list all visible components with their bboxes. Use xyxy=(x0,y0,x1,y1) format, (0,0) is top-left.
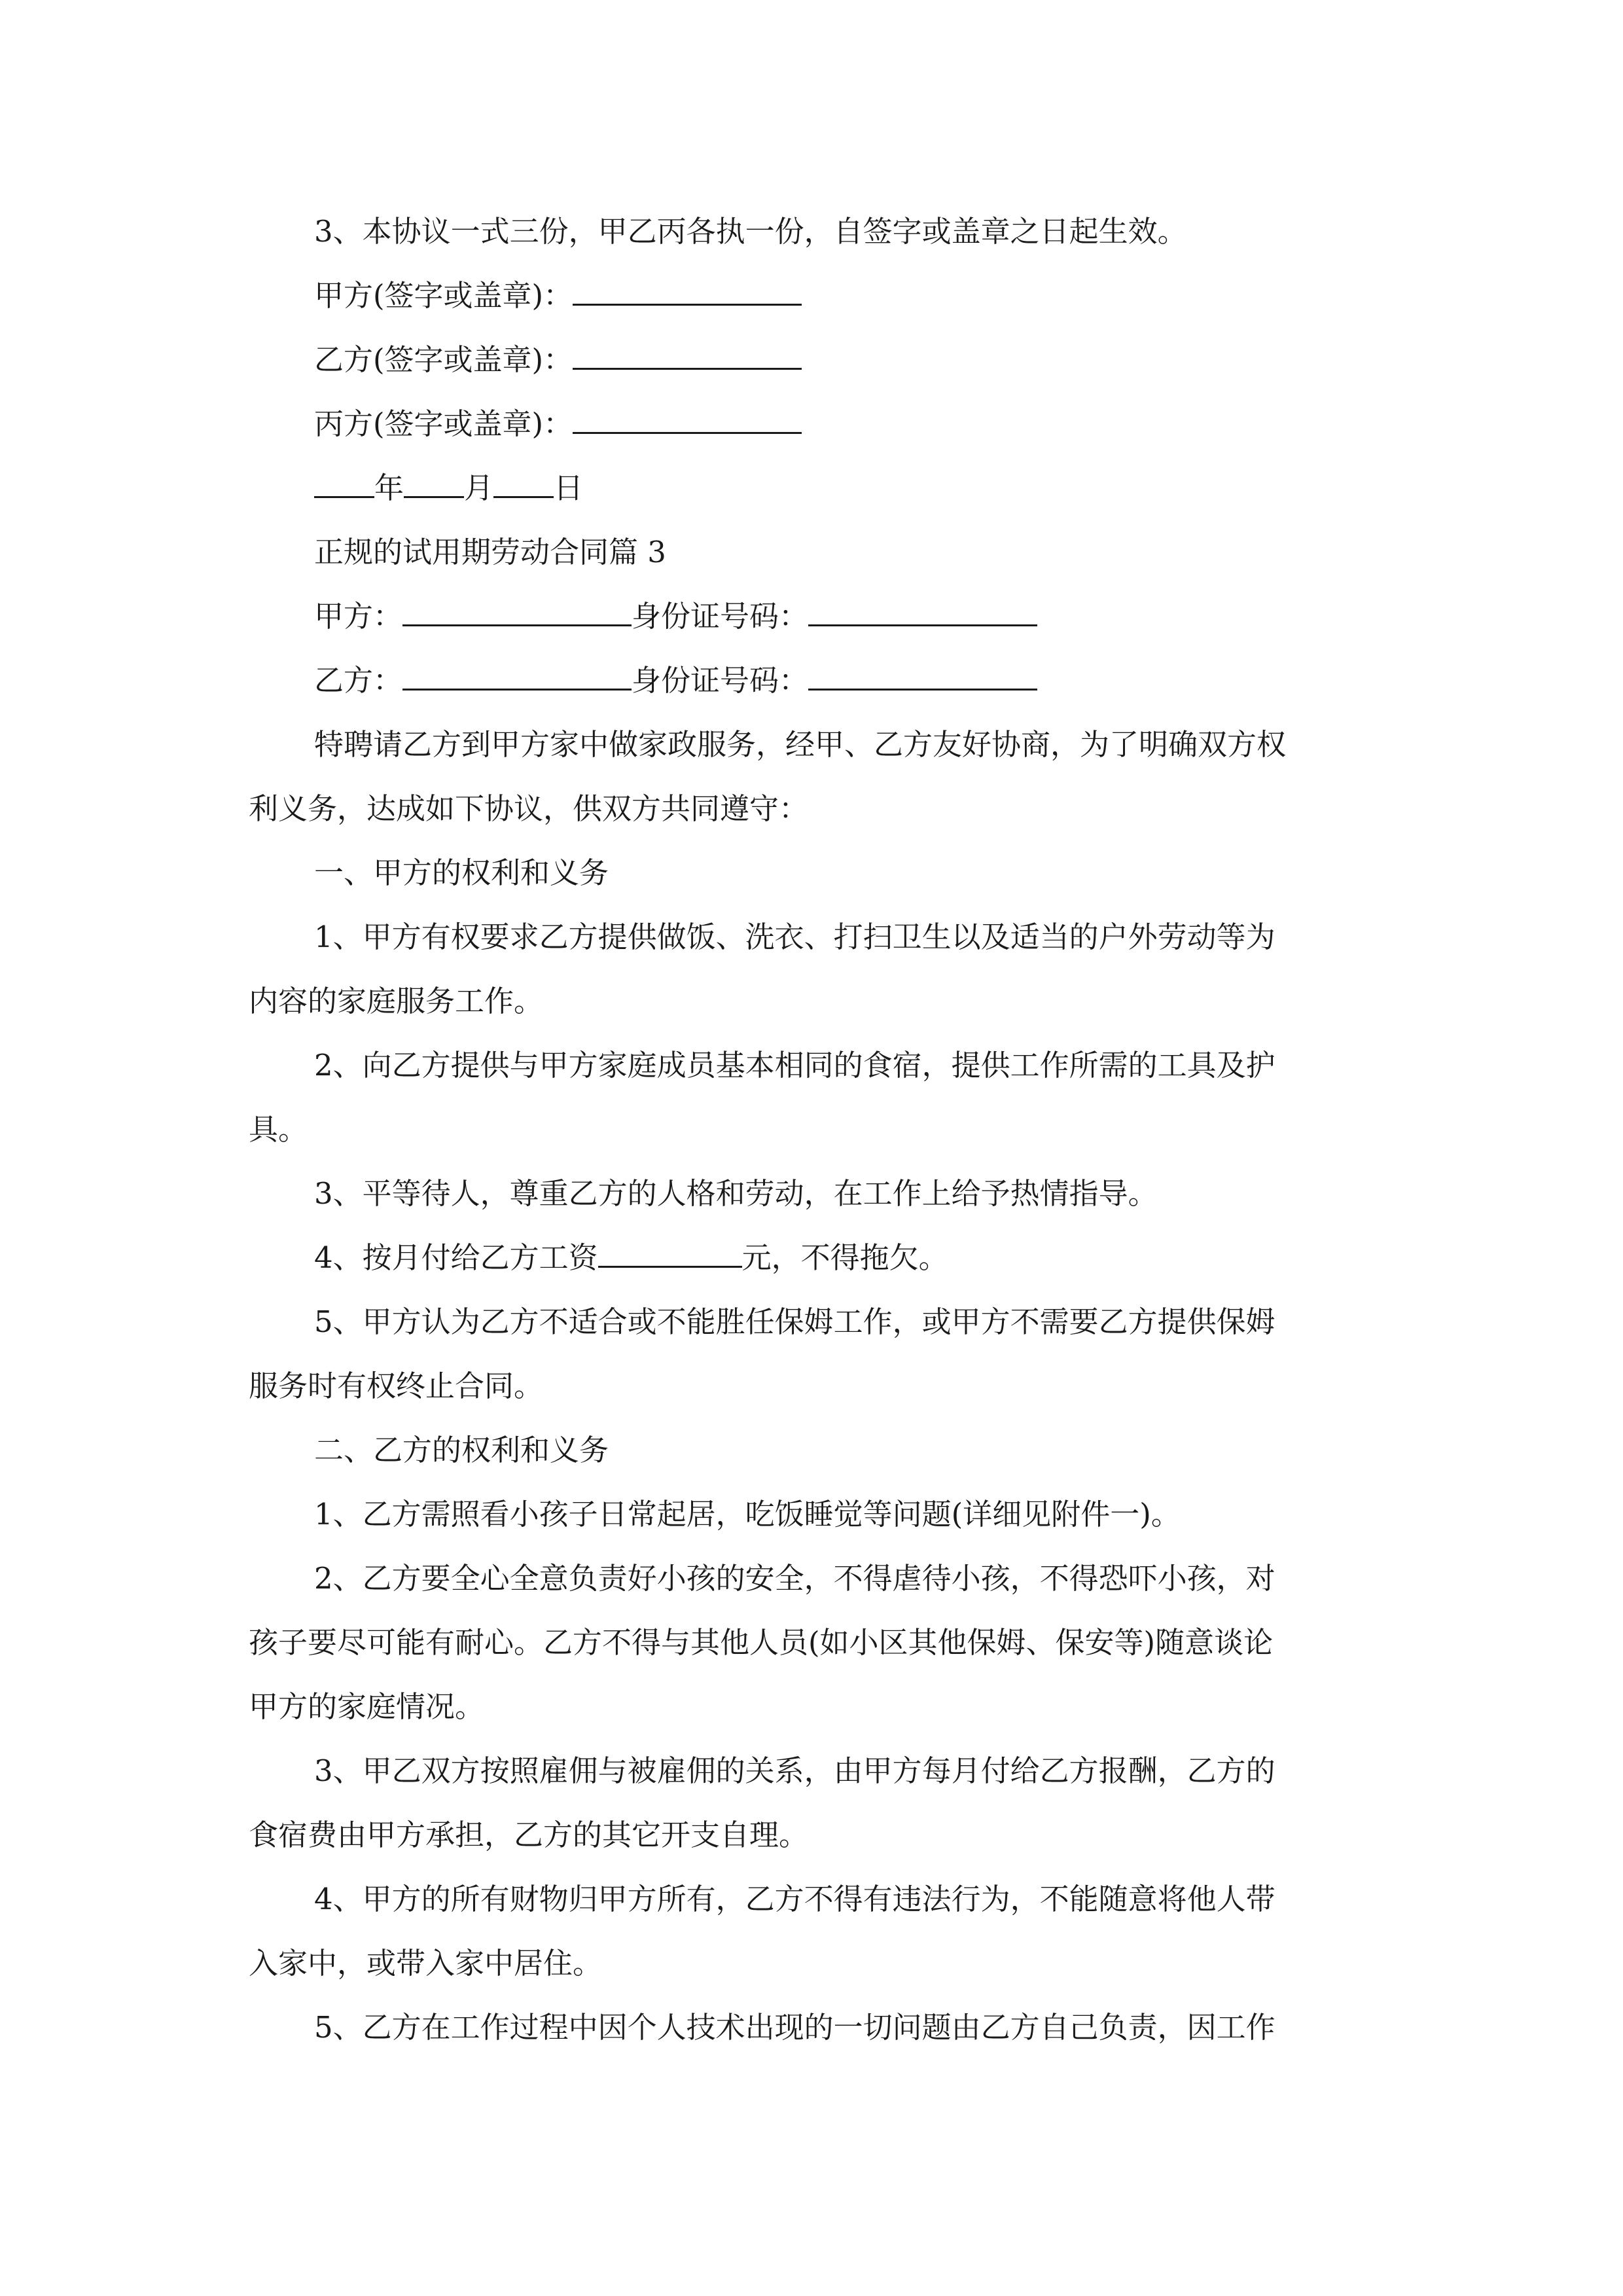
clause-a4: 4、按月付给乙方工资 元，不得拖欠。 xyxy=(249,1226,1387,1290)
clause-a1: 1、甲方有权要求乙方提供做饭、洗衣、打扫卫生以及适当的户外劳动等为 xyxy=(314,920,1275,954)
clause-b2-cont: 甲方的家庭情况。 xyxy=(249,1689,485,1724)
clause-a2: 2、向乙方提供与甲方家庭成员基本相同的食宿，提供工作所需的工具及护 xyxy=(314,1048,1275,1083)
signature-blank xyxy=(573,268,802,306)
signature-blank xyxy=(573,332,802,370)
name-blank xyxy=(402,589,632,626)
wage-blank xyxy=(598,1230,742,1268)
clause-a5-cont: 服务时有权终止合同。 xyxy=(249,1369,544,1403)
year-blank xyxy=(314,461,374,498)
clause-b2: 2、乙方要全心全意负责好小孩的安全，不得虐待小孩，不得恐吓小孩，对 xyxy=(314,1561,1275,1596)
signature-blank xyxy=(573,397,802,434)
id-number-blank xyxy=(808,653,1037,691)
clause-b5: 5、乙方在工作过程中因个人技术出现的一切问题由乙方自己负责，因工作 xyxy=(314,2010,1275,2045)
month-blank xyxy=(404,461,464,498)
heading-party-b-rights: 二、乙方的权利和义务 xyxy=(314,1433,609,1467)
intro-paragraph-line: 利义务，达成如下协议，供双方共同遵守： xyxy=(249,791,809,826)
clause-b2-cont: 孩子要尽可能有耐心。乙方不得与其他人员(如小区其他保姆、保安等)随意谈论 xyxy=(249,1625,1274,1660)
clause-a1-cont: 内容的家庭服务工作。 xyxy=(249,984,544,1018)
signature-line-party-b: 乙方(签字或盖章)： xyxy=(249,328,1387,392)
clause-b3: 3、甲乙双方按照雇佣与被雇佣的关系，由甲方每月付给乙方报酬，乙方的 xyxy=(314,1753,1275,1788)
clause-b4-cont: 入家中，或带入家中居住。 xyxy=(249,1946,603,1981)
clause-b1: 1、乙方需照看小孩子日常起居，吃饭睡觉等问题(详细见附件一)。 xyxy=(314,1497,1181,1532)
party-b-id-line: 乙方： 身份证号码： xyxy=(249,649,1387,713)
day-blank xyxy=(493,461,554,498)
document-page xyxy=(249,200,1387,2060)
signature-line-party-c: 丙方(签字或盖章)： xyxy=(249,392,1387,456)
clause-b4: 4、甲方的所有财物归甲方所有，乙方不得有违法行为，不能随意将他人带 xyxy=(314,1882,1275,1916)
clause-a5: 5、甲方认为乙方不适合或不能胜任保姆工作，或甲方不需要乙方提供保姆 xyxy=(314,1304,1275,1339)
date-line: 年 月 日 xyxy=(249,456,1387,520)
clause-a3: 3、平等待人，尊重乙方的人格和劳动，在工作上给予热情指导。 xyxy=(314,1176,1158,1211)
clause-a2-cont: 具。 xyxy=(249,1112,308,1147)
section-title: 正规的试用期劳动合同篇 3 xyxy=(314,535,666,569)
id-number-blank xyxy=(808,589,1037,626)
clause-b3-cont: 食宿费由甲方承担，乙方的其它开支自理。 xyxy=(249,1818,809,1852)
heading-party-a-rights: 一、甲方的权利和义务 xyxy=(314,855,609,890)
name-blank xyxy=(402,653,632,691)
clause-effect: 3、本协议一式三份，甲乙丙各执一份，自签字或盖章之日起生效。 xyxy=(314,214,1187,249)
signature-line-party-a: 甲方(签字或盖章)： xyxy=(249,264,1387,328)
intro-paragraph-line: 特聘请乙方到甲方家中做家政服务，经甲、乙方友好协商，为了明确双方权 xyxy=(314,727,1287,762)
party-a-id-line: 甲方： 身份证号码： xyxy=(249,584,1387,649)
